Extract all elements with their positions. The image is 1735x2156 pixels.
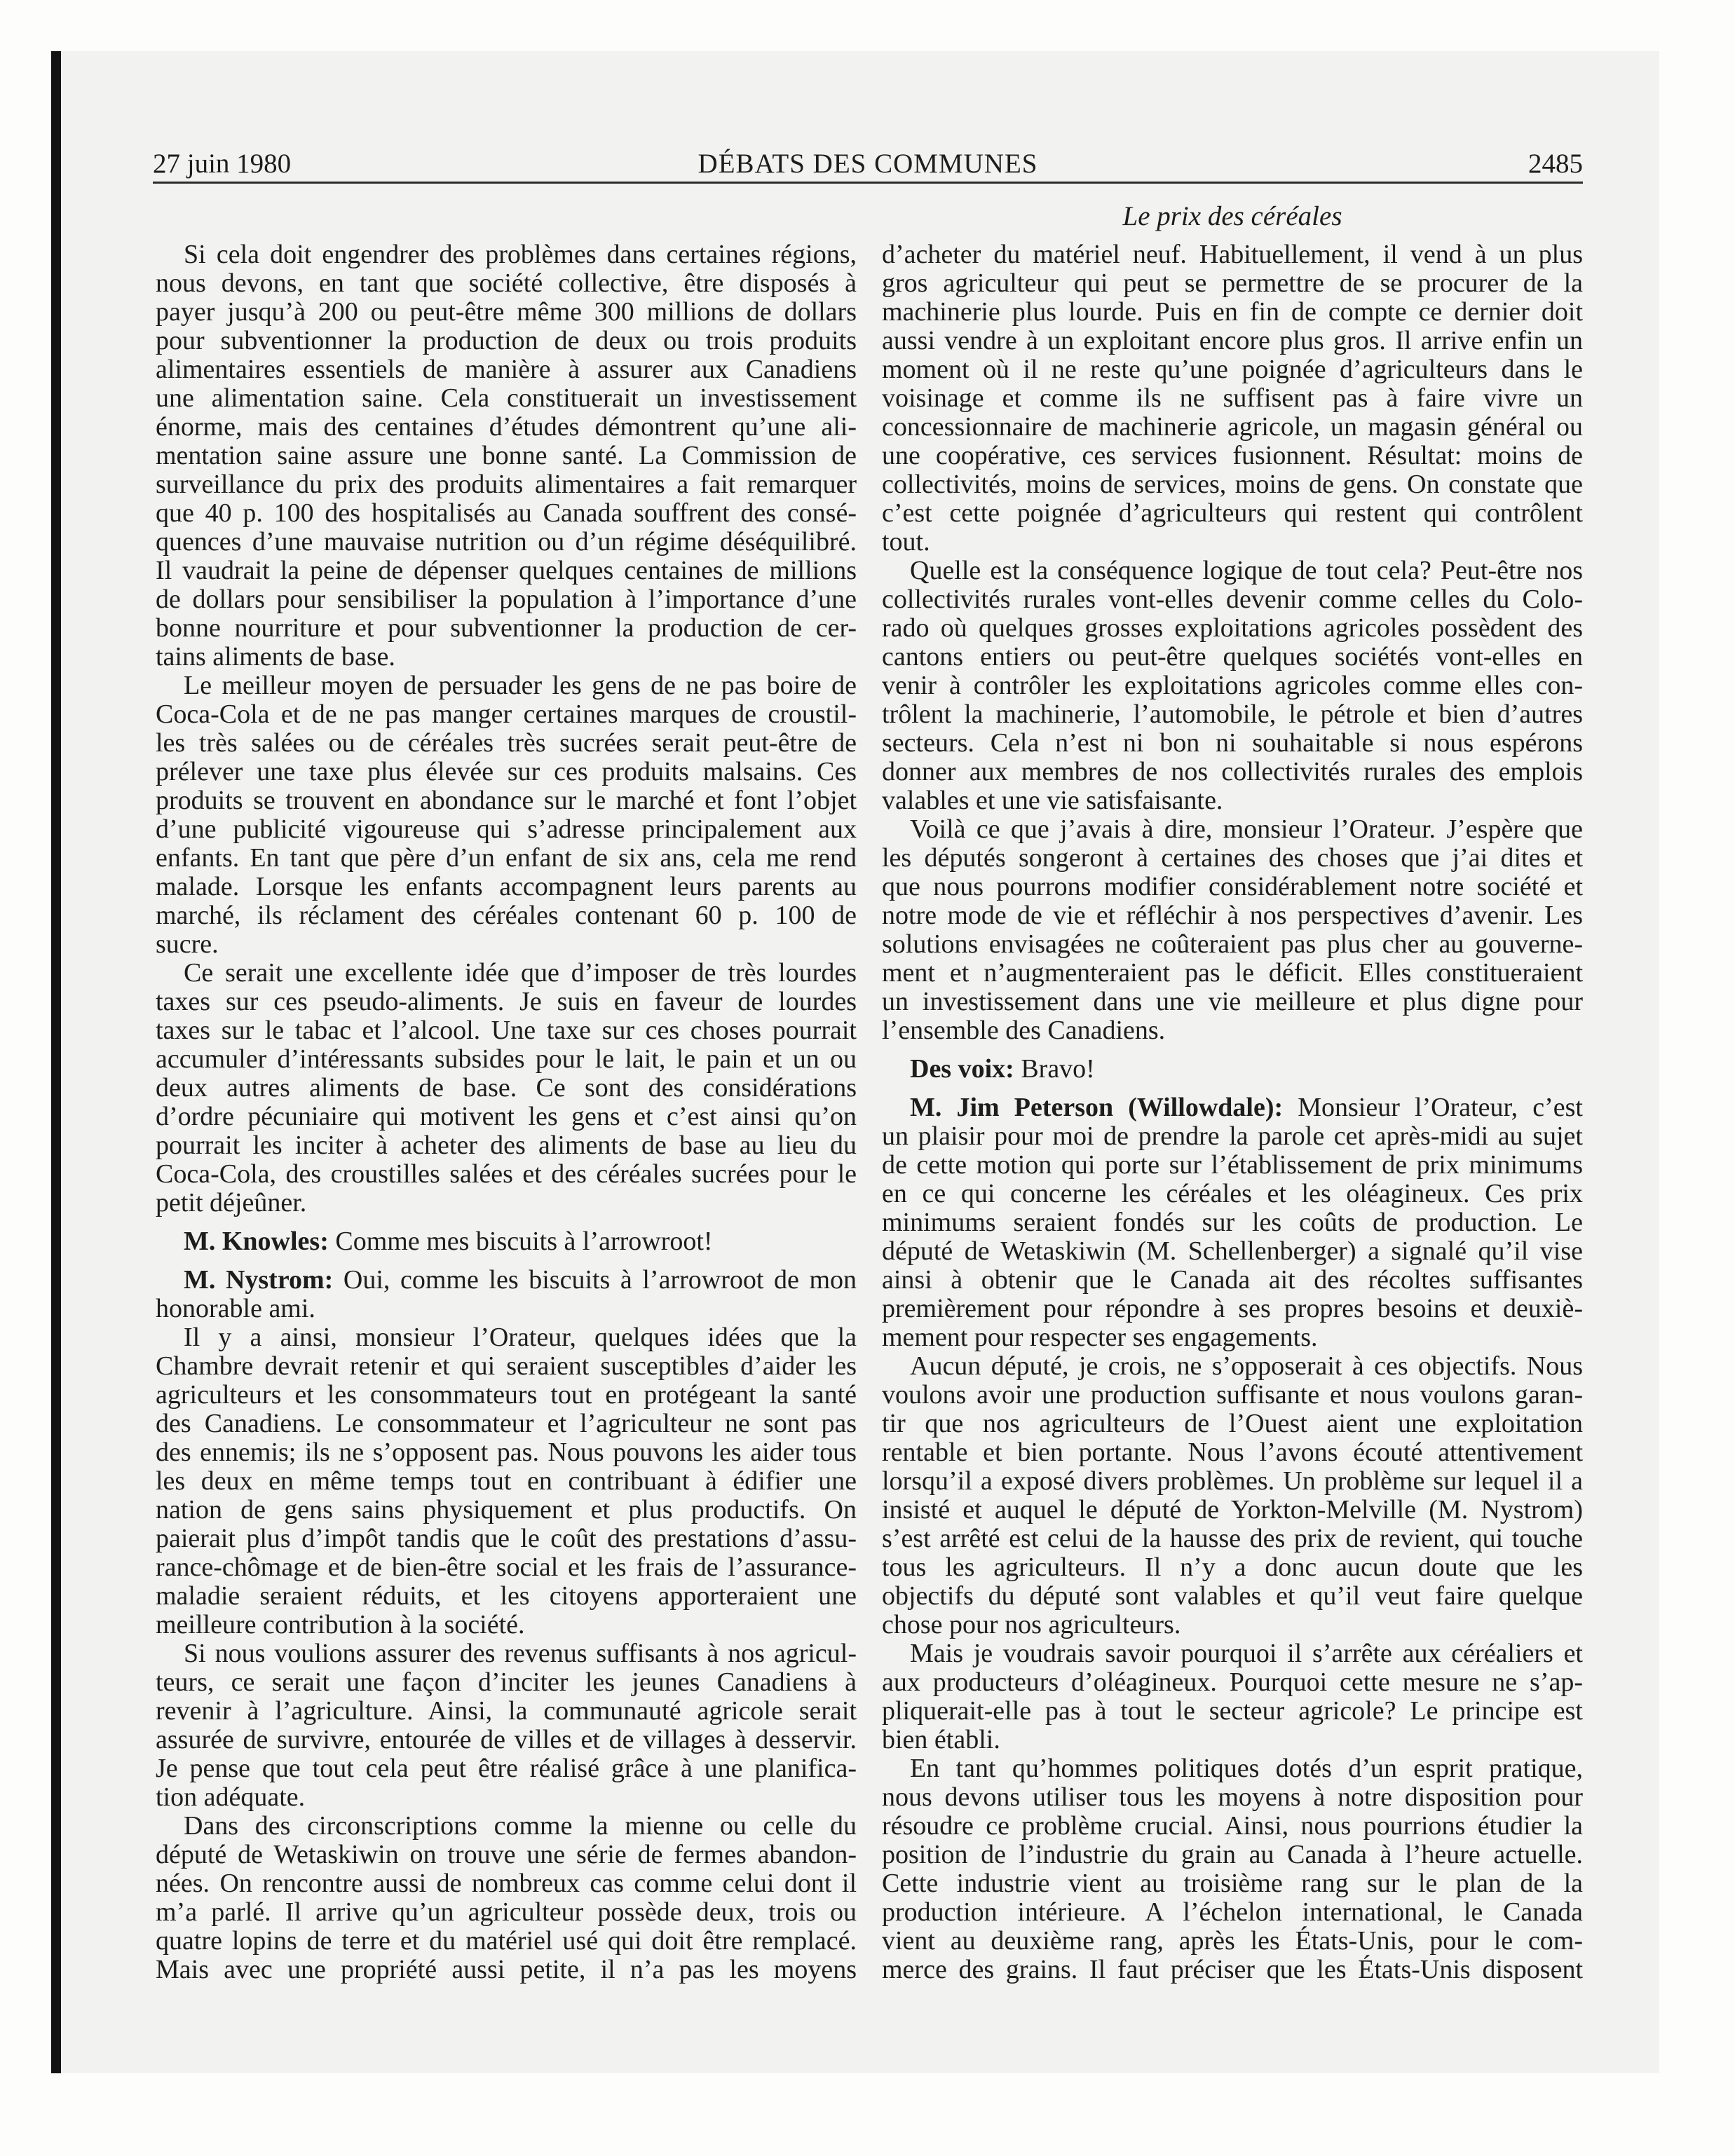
paragraph [156, 1639, 857, 1812]
paragraph [882, 1352, 1583, 1639]
text-line: assurée de survivre, entourée de villes et de villages à desservir. [156, 1725, 857, 1754]
text-line: deux autres aliments de base. Ce sont des considérations [156, 1073, 857, 1103]
text-line: tains aliments de base. [156, 642, 395, 671]
right-column [882, 240, 1583, 1984]
text-line: rado où quelques grosses exploitations agricoles possèdent des [882, 613, 1583, 643]
page-number: 2485 [1528, 149, 1583, 179]
text-line: rentable et bien portante. Nous l’avons écouté attentivement [882, 1438, 1583, 1467]
text-line: venir à contrôler les exploitations agricoles comme elles con- [882, 671, 1583, 700]
text-line: merce des grains. Il faut préciser que les États-Unis disposent [882, 1955, 1583, 1984]
text-line: un plaisir pour moi de prendre la parole cet après-midi au sujet [882, 1121, 1583, 1151]
text-line: payer jusqu’à 200 ou peut-être même 300 millions de dollars [156, 297, 857, 327]
text-line: pliquerait-elle pas à tout le secteur agricole? Le principe est [882, 1696, 1583, 1726]
text-line: Coca-Cola et de ne pas manger certaines marques de croustil- [156, 700, 857, 729]
text-line: nous devons, en tant que société collective, être disposés à [156, 268, 857, 298]
text-line: sucre. [156, 929, 219, 959]
text-line: collectivités, moins de services, moins de gens. On constate que [882, 470, 1583, 499]
text-line: les deux en même temps tout en contribuant à édifier une [156, 1466, 857, 1496]
text-line: nous devons utiliser tous les moyens à notre disposition pour [882, 1782, 1583, 1812]
text-line: une alimentation saine. Cela constituerait un investissement [156, 383, 857, 413]
text-line: Dans des circonscriptions comme la mienne ou celle du [184, 1811, 857, 1841]
paragraph [882, 1639, 1583, 1754]
text-line [156, 1266, 857, 1295]
text-line: quatre lopins de terre et du matériel usé qui doit être remplacé. [156, 1926, 857, 1956]
speech-text: Bravo! [1021, 1054, 1095, 1084]
text-line: Cette industrie vient au troisième rang sur le plan de la [882, 1869, 1583, 1898]
speaker-name: M. Knowles: [184, 1227, 329, 1256]
header-title: DÉBATS DES COMMUNES [698, 149, 1038, 179]
text-line: Chambre devrait retenir et qui seraient susceptibles d’aider les [156, 1351, 857, 1381]
scan-binding-edge [51, 51, 61, 2073]
text-line: voulons avoir une production suffisante et nous voulons garan- [882, 1380, 1583, 1410]
text-line: ainsi à obtenir que le Canada ait des récoltes suffisantes [882, 1265, 1583, 1295]
speech-paragraph [882, 1055, 1583, 1084]
text-line: énorme, mais des centaines d’études démontrent qu’une ali- [156, 412, 857, 442]
paragraph [882, 1754, 1583, 1984]
text-line: meilleure contribution à la société. [156, 1610, 525, 1639]
text-line: solutions envisagées ne coûteraient pas plus cher au gouverne- [882, 929, 1583, 959]
text-line: honorable ami. [156, 1294, 315, 1323]
text-line: Ce serait une excellente idée que d’imposer de très lourdes [184, 958, 857, 988]
text-line [882, 1093, 1583, 1122]
text-line: Quelle est la conséquence logique de tout cela? Peut-être nos [910, 556, 1583, 585]
text-line: revenir à l’agriculture. Ainsi, la communauté agricole serait [156, 1696, 857, 1726]
text-line: prélever une taxe plus élevée sur ces produits malsains. Ces [156, 757, 857, 786]
speech-text: Comme mes biscuits à l’arrowroot! [335, 1227, 713, 1256]
text-line: un investissement dans une vie meilleure et plus digne pour [882, 987, 1583, 1016]
text-line: agriculteurs et les consommateurs tout en protégeant la santé [156, 1380, 857, 1410]
text-line: teurs, ce serait une façon d’inciter les jeunes Canadiens à [156, 1667, 857, 1697]
text-line: pour subventionner la production de deux ou trois produits [156, 326, 857, 355]
text-line: produits se trouvent en abondance sur le marché et font l’objet [156, 786, 857, 815]
text-line: marché, ils réclament des céréales contenant 60 p. 100 de [156, 901, 857, 930]
text-line: aux producteurs d’oléagineux. Pourquoi cette mesure ne s’ap- [882, 1667, 1583, 1697]
text-line: ment et n’augmenteraient pas le déficit. Elles constitueraient [882, 958, 1583, 988]
text-line: gros agriculteur qui peut se permettre de se procurer de la [882, 268, 1583, 298]
text-line: nation de gens sains physiquement et plus productifs. On [156, 1495, 857, 1524]
text-line: moment où il ne reste qu’une poignée d’agriculteurs dans le [882, 355, 1583, 384]
text-line: c’est cette poignée d’agriculteurs qui restent qui contrôlent [882, 498, 1583, 528]
text-line: résoudre ce problème crucial. Ainsi, nous pourrions étudier la [882, 1811, 1583, 1841]
text-line: cantons entiers ou peut-être quelques sociétés vont-elles en [882, 642, 1583, 671]
text-line: d’acheter du matériel neuf. Habituellement, il vend à un plus [882, 240, 1583, 269]
paragraph [156, 1812, 857, 1984]
text-line: chose pour nos agriculteurs. [882, 1610, 1181, 1639]
text-line: Si nous voulions assurer des revenus suffisants à nos agricul- [184, 1639, 857, 1668]
text-line: premièrement pour répondre à ses propres besoins et deuxiè- [882, 1294, 1583, 1323]
text-line: l’ensemble des Canadiens. [882, 1016, 1166, 1045]
text-line: les députés songeront à certaines des choses que j’ai dites et [882, 843, 1583, 873]
text-line: Si cela doit engendrer des problèmes dans certaines régions, [184, 240, 857, 269]
speaker-name: Des voix: [910, 1054, 1014, 1084]
page-header [153, 148, 1583, 184]
text-line: des Canadiens. Le consommateur et l’agriculteur ne sont pas [156, 1409, 857, 1438]
text-line: d’ordre pécuniaire qui motivent les gens et c’est ainsi qu’on [156, 1102, 857, 1131]
text-line: des ennemis; ils ne s’opposent pas. Nous pouvons les aider tous [156, 1438, 857, 1467]
text-line: s’est arrêté est celui de la hausse des prix de revient, qui touche [882, 1524, 1583, 1553]
text-line: pourrait les inciter à acheter des aliments de base au lieu du [156, 1131, 857, 1160]
text-line: une coopérative, ces services fusionnent. Résultat: moins de [882, 441, 1583, 470]
text-line: petit déjeûner. [156, 1188, 307, 1217]
text-line: Mais avec une propriété aussi petite, il n’a pas les moyens [156, 1955, 857, 1984]
paragraph [882, 557, 1583, 815]
text-line: concessionnaire de machinerie agricole, un magasin général ou [882, 412, 1583, 442]
header-date: 27 juin 1980 [153, 149, 292, 179]
text-line: objectifs du député sont valables et qu’il veut faire quelque [882, 1581, 1583, 1611]
text-line: mentation saine assure une bonne santé. La Commission de [156, 441, 857, 470]
text-line: minimums seraient fondés sur les coûts de production. Le [882, 1208, 1583, 1237]
text-line: Mais je voudrais savoir pourquoi il s’arrête aux céréaliers et [910, 1639, 1583, 1668]
text-line: taxes sur ces pseudo-aliments. Je suis en faveur de lourdes [156, 987, 857, 1016]
text-line: Coca-Cola, des croustilles salées et des céréales sucrées pour le [156, 1159, 857, 1189]
text-line: rance-chômage et de bien-être social et les frais de l’assurance- [156, 1553, 857, 1582]
text-line: Il vaudrait la peine de dépenser quelques centaines de millions [156, 556, 857, 585]
speech-text: Monsieur l’Orateur, c’est [1298, 1093, 1583, 1122]
text-line: maladie seraient réduits, et les citoyens apporteraient une [156, 1581, 857, 1611]
text-line: surveillance du prix des produits alimentaires a fait remarquer [156, 470, 857, 499]
text-line: valables et une vie satisfaisante. [882, 786, 1223, 815]
text-line: secteurs. Cela n’est ni bon ni souhaitable si nous espérons [882, 728, 1583, 758]
text-line: tout. [882, 527, 930, 557]
text-line: notre mode de vie et réfléchir à nos perspectives d’avenir. Les [882, 901, 1583, 930]
text-line: que nous pourrons modifier considérablement notre société et [882, 872, 1583, 901]
paragraph [882, 815, 1583, 1045]
text-line: Il y a ainsi, monsieur l’Orateur, quelques idées que la [184, 1323, 857, 1352]
text-line [882, 1055, 1583, 1084]
text-line: d’une publicité vigoureuse qui s’adresse principalement aux [156, 814, 857, 844]
text-line: vient au deuxième rang, après les États-Unis, pour le com- [882, 1926, 1583, 1956]
text-line: m’a parlé. Il arrive qu’un agriculteur possède deux, trois ou [156, 1897, 857, 1927]
text-line: enfants. En tant que père d’un enfant de six ans, cela me rend [156, 843, 857, 873]
speech-text: Oui, comme les biscuits à l’arrowroot de mon [343, 1265, 857, 1295]
paragraph [156, 1323, 857, 1639]
text-line: nées. On rencontre aussi de nombreux cas comme celui dont il [156, 1869, 857, 1898]
text-line: député de Wetaskiwin (M. Schellenberger) a signalé qu’il vise [882, 1236, 1583, 1266]
text-line: que 40 p. 100 des hospitalisés au Canada souffrent des consé- [156, 498, 857, 528]
text-line: production intérieure. A l’échelon international, le Canada [882, 1897, 1583, 1927]
text-line: de cette motion qui porte sur l’établissement de prix minimums [882, 1150, 1583, 1180]
text-line: accumuler d’intéressants subsides pour le lait, le pain et un ou [156, 1044, 857, 1074]
text-line: position de l’industrie du grain au Canada à l’heure actuelle. [882, 1840, 1583, 1869]
text-line: tion adéquate. [156, 1782, 306, 1812]
text-line: insisté et auquel le député de Yorkton-Melville (M. Nystrom) [882, 1495, 1583, 1524]
paragraph [882, 240, 1583, 557]
text-line: aussi vendre à un exploitant encore plus gros. Il arrive enfin un [882, 326, 1583, 355]
paragraph [156, 671, 857, 959]
speech-paragraph [156, 1227, 857, 1256]
text-line: tous les agriculteurs. Il n’y a donc aucun doute que les [882, 1553, 1583, 1582]
section-title: Le prix des céréales [1122, 201, 1342, 231]
left-column [156, 240, 857, 1984]
text-line: voisinage et comme ils ne suffisent pas à faire vivre un [882, 383, 1583, 413]
paragraph [156, 240, 857, 671]
speech-paragraph [156, 1266, 857, 1323]
text-line: alimentaires essentiels de manière à assurer aux Canadiens [156, 355, 857, 384]
text-line: tir que nos agriculteurs de l’Ouest aient une exploitation [882, 1409, 1583, 1438]
text-line: bien établi. [882, 1725, 1000, 1754]
text-line [156, 1227, 857, 1256]
text-line: collectivités rurales vont-elles devenir comme celles du Colo- [882, 585, 1583, 614]
text-line: machinerie plus lourde. Puis en fin de compte ce dernier doit [882, 297, 1583, 327]
text-line: taxes sur le tabac et l’alcool. Une taxe sur ces choses pourrait [156, 1016, 857, 1045]
text-line: mement pour respecter ses engagements. [882, 1323, 1318, 1352]
speech-paragraph [882, 1093, 1583, 1352]
text-line: député de Wetaskiwin on trouve une série de fermes abandon- [156, 1840, 857, 1869]
text-line: bonne nourriture et pour subventionner la production de cer- [156, 613, 857, 643]
text-line: de dollars pour sensibiliser la population à l’importance d’une [156, 585, 857, 614]
speaker-name: M. Jim Peterson (Willowdale): [910, 1093, 1284, 1122]
text-line: paierait plus d’impôt tandis que le coût des prestations d’assu- [156, 1524, 857, 1553]
paragraph [156, 959, 857, 1217]
text-line: quences d’une mauvaise nutrition ou d’un régime déséquilibré. [156, 527, 857, 557]
text-line: Voilà ce que j’avais à dire, monsieur l’Orateur. J’espère que [910, 814, 1583, 844]
text-line: Le meilleur moyen de persuader les gens de ne pas boire de [184, 671, 857, 700]
speaker-name: M. Nystrom: [184, 1265, 334, 1295]
text-line: en ce qui concerne les céréales et les oléagineux. Ces prix [882, 1179, 1583, 1208]
text-line: Aucun député, je crois, ne s’opposerait à ces objectifs. Nous [910, 1351, 1583, 1381]
text-line: donner aux membres de nos collectivités rurales des emplois [882, 757, 1583, 786]
text-line: lorsqu’il a exposé divers problèmes. Un problème sur lequel il a [882, 1466, 1583, 1496]
text-line: En tant qu’hommes politiques dotés d’un esprit pratique, [910, 1754, 1583, 1783]
text-line: Je pense que tout cela peut être réalisé grâce à une planifica- [156, 1754, 857, 1783]
text-line: les très salées ou de céréales très sucrées serait peut-être de [156, 728, 857, 758]
text-line: malade. Lorsque les enfants accompagnent leurs parents au [156, 872, 857, 901]
text-line: trôlent la machinerie, l’automobile, le pétrole et bien d’autres [882, 700, 1583, 729]
